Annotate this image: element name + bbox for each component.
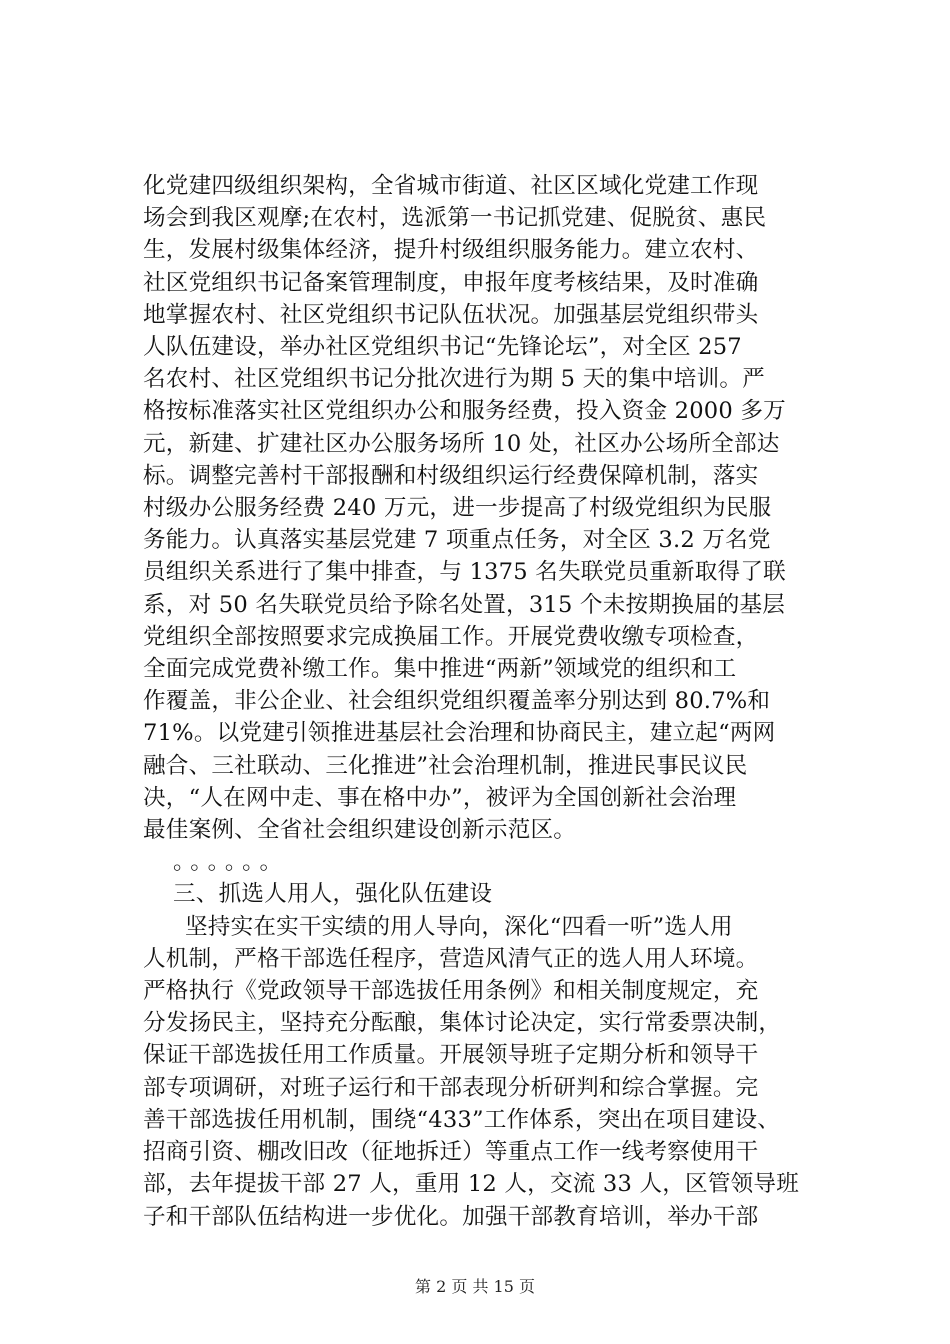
text-line: 格按标准落实社区党组织办公和服务经费，投入资金 2000 多万 xyxy=(143,398,786,425)
paragraph-2 xyxy=(143,911,833,1233)
text-line: 坚持实在实干实绩的用人导向，深化“四看一听”选人用 xyxy=(185,913,733,940)
text-line: 融合、三社联动、三化推进”社会治理机制，推进民事民议民 xyxy=(143,752,748,779)
text-line: 人队伍建设，举办社区党组织书记“先锋论坛”，对全区 257 xyxy=(143,334,742,361)
text-line: 系，对 50 名失联党员给予除名处置，315 个未按期换届的基层 xyxy=(143,591,786,618)
text-line: 作覆盖，非公企业、社会组织党组织覆盖率分别达到 80.7%和 xyxy=(143,688,771,715)
text-line: 最佳案例、全省社会组织建设创新示范区。 xyxy=(143,817,577,844)
text-line: 化党建四级组织架构，全省城市街道、社区区域化党建工作现 xyxy=(143,173,759,199)
paragraph-1 xyxy=(143,170,833,846)
text-line: 决，“人在网中走、事在格中办”，被评为全国创新社会治理 xyxy=(143,784,737,811)
page-footer: 第 2 页 共 15 页 xyxy=(415,1277,535,1296)
text-line: 务能力。认真落实基层党建 7 项重点任务，对全区 3.2 万名党 xyxy=(143,527,771,554)
text-line: 生，发展村级集体经济，提升村级组织服务能力。建立农村、 xyxy=(143,237,759,264)
text-line: 村级办公服务经费 240 万元，进一步提高了村级党组织为民服 xyxy=(143,495,772,522)
text-line: 分发扬民主，坚持充分酝酿，集体讨论决定，实行常委票决制， xyxy=(143,1010,782,1037)
text-line: 招商引资、棚改旧改（征地拆迁）等重点工作一线考察使用干 xyxy=(143,1139,759,1166)
text-line: 员组织关系进行了集中排查，与 1375 名失联党员重新取得了联 xyxy=(143,559,786,586)
section-heading: 三、抓选人用人，强化队伍建设 xyxy=(173,881,493,908)
text-line: 地掌握农村、社区党组织书记队伍状况。加强基层党组织带头 xyxy=(143,301,759,328)
text-line: 党组织全部按照要求完成换届工作。开展党费收缴专项检查， xyxy=(143,623,759,650)
text-line: 善干部选拔任用机制，围绕“433”工作体系，突出在项目建设、 xyxy=(143,1106,781,1133)
text-line: 保证干部选拔任用工作质量。开展领导班子定期分析和领导干 xyxy=(143,1042,759,1069)
ellipsis-separator: 。。。。。。 xyxy=(173,849,289,876)
text-line: 标。调整完善村干部报酬和村级组织运行经费保障机制，落实 xyxy=(143,462,759,489)
text-line: 名农村、社区党组织书记分批次进行为期 5 天的集中培训。严 xyxy=(143,366,765,393)
document-body xyxy=(143,170,833,1233)
text-line: 元，新建、扩建社区办公服务场所 10 处，社区办公场所全部达 xyxy=(143,430,780,457)
text-line: 场会到我区观摩;在农村，选派第一书记抓党建、促脱贫、惠民 xyxy=(143,205,767,232)
text-line: 部，去年提拔干部 27 人，重用 12 人，交流 33 人，区管领导班 xyxy=(143,1171,799,1198)
text-line: 严格执行《党政领导干部选拔任用条例》和相关制度规定，充 xyxy=(143,978,759,1005)
text-line: 71%。以党建引领推进基层社会治理和协商民主，建立起“两网 xyxy=(143,720,776,747)
text-line: 子和干部队伍结构进一步优化。加强干部教育培训，举办干部 xyxy=(143,1203,759,1230)
text-line: 社区党组织书记备案管理制度，申报年度考核结果，及时准确 xyxy=(143,269,759,296)
text-line: 全面完成党费补缴工作。集中推进“两新”领域党的组织和工 xyxy=(143,656,737,683)
text-line: 部专项调研，对班子运行和干部表现分析研判和综合掌握。完 xyxy=(143,1074,759,1101)
text-line: 人机制，严格干部选任程序，营造风清气正的选人用人环境。 xyxy=(143,945,759,972)
